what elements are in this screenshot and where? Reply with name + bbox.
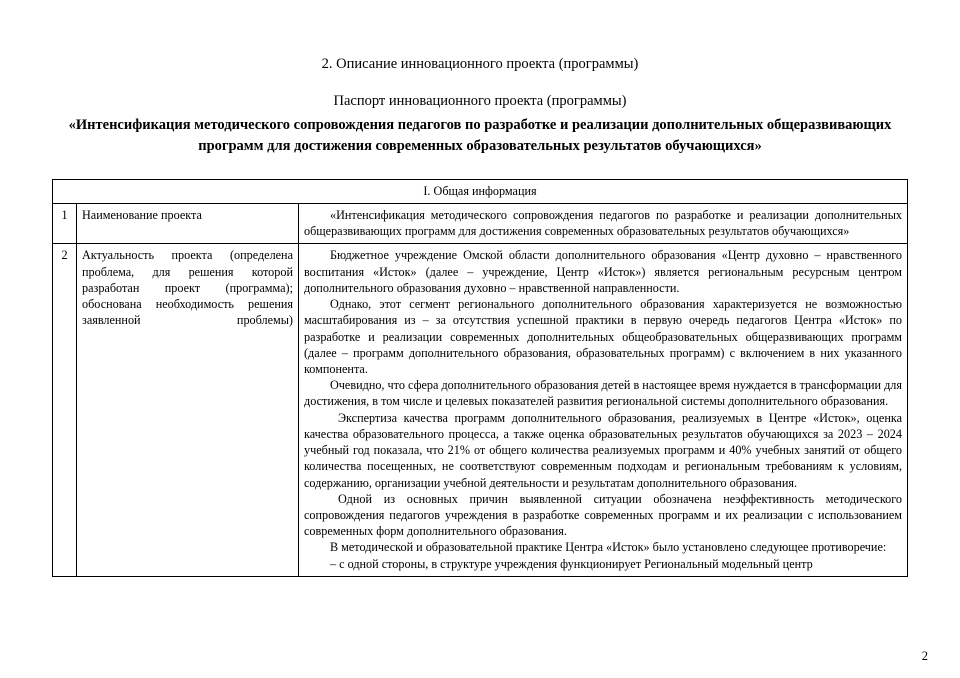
row-content xyxy=(299,204,908,244)
row-label: Актуальность проекта (определена проблема, для решения которой разработан проект (программа); обоснована необходимость решения заявленной проблемы) xyxy=(77,244,299,576)
paragraph: Очевидно, что сфера дополнительного образования детей в настоящее время нуждается в трансформации для достижения, в том числе и целевых показателей развития региональной системы дополнительного образования. xyxy=(304,378,902,409)
general-information-table xyxy=(52,179,908,577)
paragraph: Экспертиза качества программ дополнительного образования, реализуемых в Центре «Исток», оценка качества образовательного процесса, а также оценка образовательных результатов обучающихся за 2023 – 2024 учебный год показала, что 21% от общего количества реализуемых программ и 40% учебных занятий от общего количества посещенных, не соответствуют современным подходам и региональным требованиям к условиям, содержанию, организации учебной деятельности и результатам дополнительного образования. xyxy=(304,410,902,490)
table-section-header: I. Общая информация xyxy=(53,179,908,203)
page-heading-section: 2. Описание инновационного проекта (программы) xyxy=(321,56,639,72)
row-number: 1 xyxy=(53,204,77,244)
row-label: Наименование проекта xyxy=(77,204,299,244)
row-number: 2 xyxy=(53,244,77,576)
page-heading-title: «Интенсификация методического сопровождения педагогов по разработке и реализации дополнительных общеразвивающих программ для достижения современных образовательных результатов обучающихся» xyxy=(68,116,892,154)
paragraph: Бюджетное учреждение Омской области дополнительного образования «Центр духовно – нравственного воспитания «Исток» (далее – учреждение, Центр «Исток») является региональным ресурсным центром дополнительного образования духовно – нравственной направленности. xyxy=(304,248,902,295)
table-section-header-row xyxy=(53,179,908,203)
page-heading-passport: Паспорт инновационного проекта (программы) xyxy=(333,93,627,110)
table-row xyxy=(53,244,908,576)
paragraph: – с одной стороны, в структуре учреждения функционирует Региональный модельный центр xyxy=(330,556,813,571)
table-row xyxy=(53,204,908,244)
paragraph: «Интенсификация методического сопровождения педагогов по разработке и реализации дополнительных общеразвивающих программ для достижения современных образовательных результатов обучающихся» xyxy=(304,208,902,239)
row-content xyxy=(299,244,908,576)
page-number: 2 xyxy=(921,649,928,663)
paragraph: Одной из основных причин выявленной ситуации обозначена неэффективность методического сопровождения педагогов учреждения в разработке современных программ и их реализации с использованием современных форм дополнительного образования. xyxy=(304,491,902,539)
paragraph: Однако, этот сегмент регионального дополнительного образования характеризуется не возможностью масштабирования из – за отсутствия успешной практики в первую очередь педагогов Центра «Исток» по разработке и реализации современных дополнительных общеобразовательных общеразвивающих программ (далее – программ дополнительного образования, образовательных программ) с включением в них указанного компонента. xyxy=(304,297,902,376)
paragraph: В методической и образовательной практике Центра «Исток» было установлено следующее противоречие: xyxy=(330,540,887,555)
